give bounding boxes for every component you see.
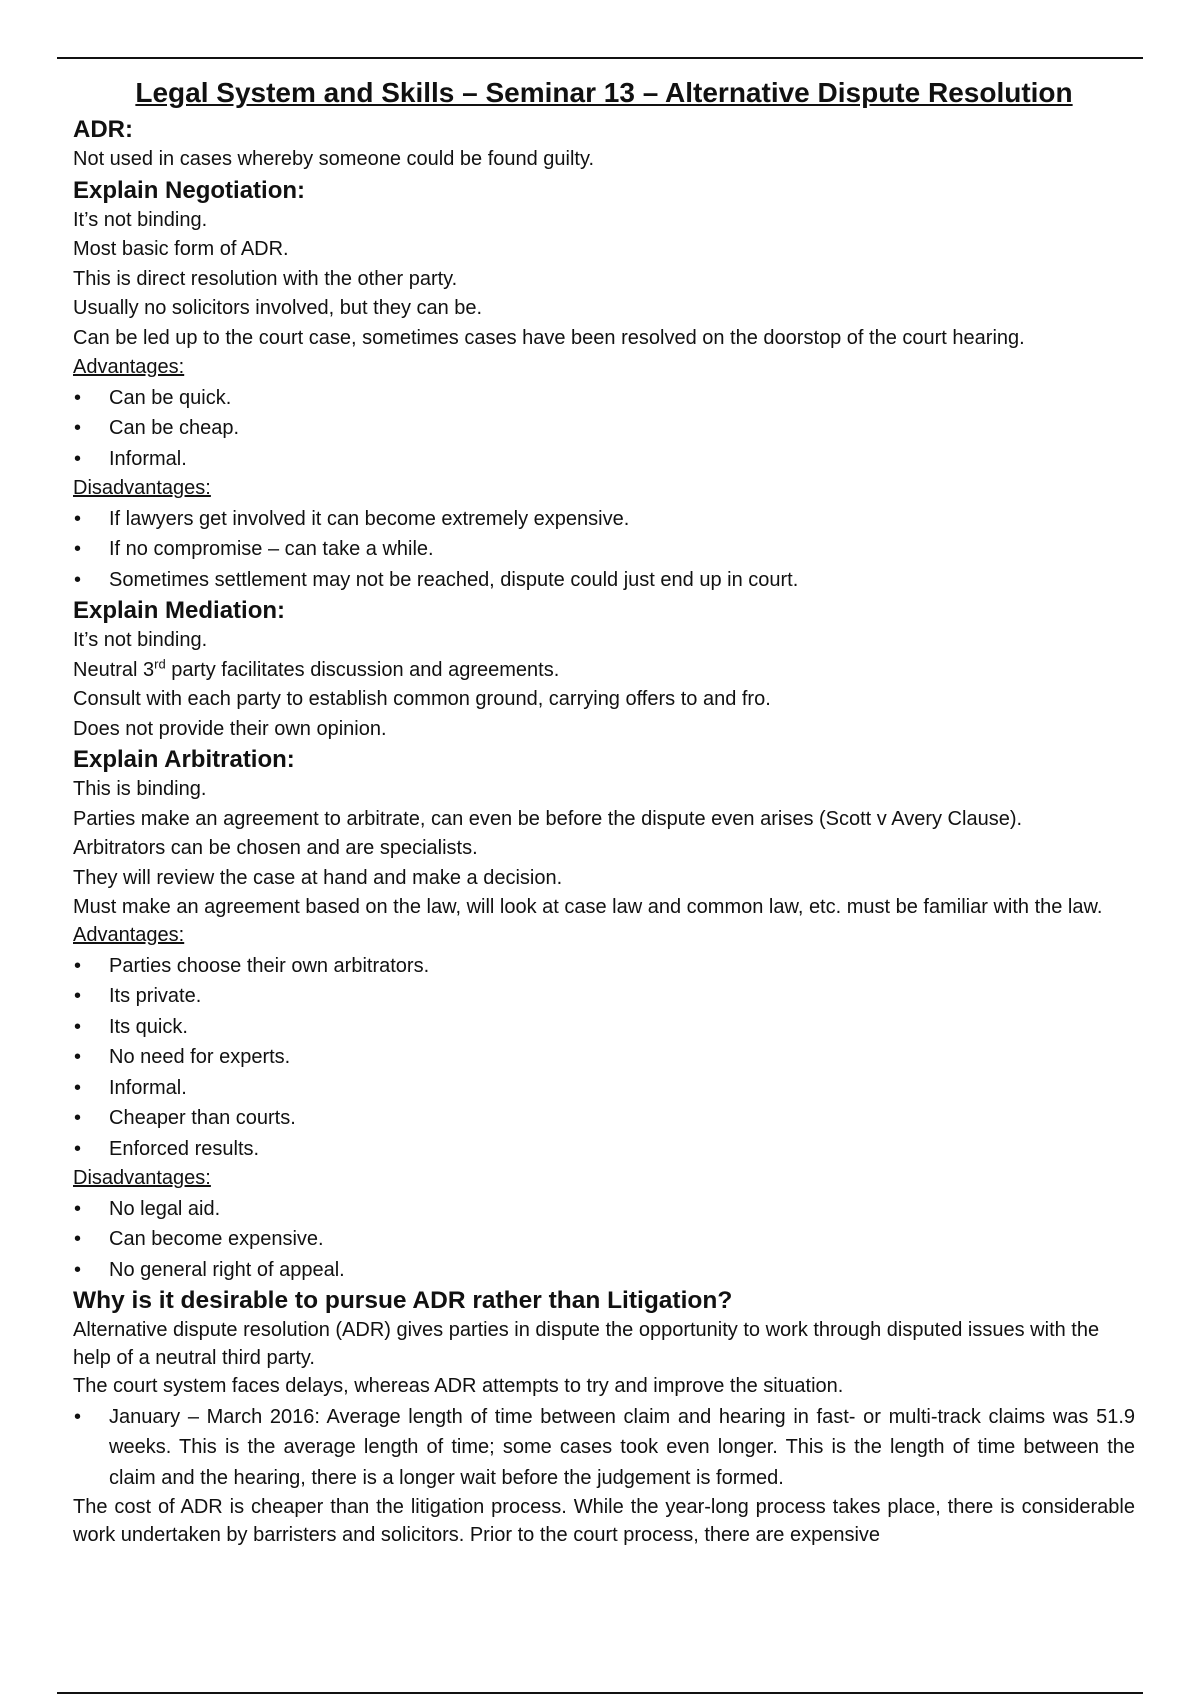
mediation-line: Consult with each party to establish common ground, carrying offers to and fro. bbox=[73, 688, 771, 710]
list-item: • Informal. bbox=[73, 1073, 1135, 1104]
list-item: • Can be cheap. bbox=[73, 413, 1135, 444]
arbitration-line: Parties make an agreement to arbitrate, can even be before the dispute even arises (Scott v Avery Clause). bbox=[73, 807, 1023, 830]
list-item: • Can become expensive. bbox=[73, 1224, 1135, 1255]
top-rule bbox=[57, 57, 1143, 59]
arbitration-disadvantages-list bbox=[73, 1194, 1135, 1286]
document-page bbox=[73, 76, 1135, 1549]
list-item: • Its private. bbox=[73, 981, 1135, 1012]
list-item: • Parties choose their own arbitrators. bbox=[73, 951, 1135, 982]
list-item: • Informal. bbox=[73, 444, 1135, 475]
list-item: • Cheaper than courts. bbox=[73, 1103, 1135, 1134]
mediation-line: Does not provide their own opinion. bbox=[73, 717, 387, 740]
ordinal-superscript: rd bbox=[154, 655, 166, 671]
negotiation-advantages-label: Advantages: bbox=[73, 356, 185, 378]
negotiation-line: Most basic form of ADR. bbox=[73, 238, 289, 260]
list-item: • If no compromise – can take a while. bbox=[73, 534, 1135, 565]
arbitration-line: They will review the case at hand and make a decision. bbox=[73, 866, 563, 889]
why-adr-paragraph: The court system faces delays, whereas ADR attempts to try and improve the situation. bbox=[73, 1375, 844, 1397]
document-title: Legal System and Skills – Seminar 13 – Alternative Dispute Resolution bbox=[135, 77, 1073, 108]
list-item: • No legal aid. bbox=[73, 1194, 1135, 1225]
list-item: • No need for experts. bbox=[73, 1042, 1135, 1073]
negotiation-advantages-list bbox=[73, 383, 1135, 475]
negotiation-heading: Explain Negotiation: bbox=[73, 176, 306, 204]
why-adr-paragraph: Alternative dispute resolution (ADR) gives parties in dispute the opportunity to work through disputed issues with the help of a neutral third party. bbox=[73, 1319, 1100, 1369]
mediation-line: It’s not binding. bbox=[73, 629, 208, 651]
arbitration-advantages-label: Advantages: bbox=[73, 924, 185, 946]
mediation-line bbox=[73, 656, 1135, 686]
mediation-heading: Explain Mediation: bbox=[73, 597, 286, 624]
why-adr-list bbox=[73, 1402, 1135, 1494]
mediation-line-text: party facilitates discussion and agreements. bbox=[165, 658, 560, 681]
negotiation-disadvantages-list bbox=[73, 504, 1135, 596]
mediation-line-text: Neutral 3 bbox=[73, 658, 155, 681]
why-adr-paragraph: The cost of ADR is cheaper than the litigation process. While the year-long process takes place, there is considerable work undertaken by barristers and solicitors. Prior to the court process, there are expensive bbox=[73, 1496, 1135, 1546]
arbitration-advantages-list bbox=[73, 951, 1135, 1165]
arbitration-disadvantages-label: Disadvantages: bbox=[73, 1167, 211, 1189]
why-adr-heading: Why is it desirable to pursue ADR rather than Litigation? bbox=[73, 1287, 733, 1314]
negotiation-line: Usually no solicitors involved, but they can be. bbox=[73, 297, 483, 319]
list-item: • January – March 2016: Average length of time between claim and hearing in fast- or multi-track claims was 51.9 weeks. This is the average length of time; some cases took even longer. This is the length of time between the claim and the hearing, there is a longer wait before the judgement is formed. bbox=[73, 1402, 1135, 1494]
negotiation-line: It’s not binding. bbox=[73, 208, 208, 231]
list-item: • If lawyers get involved it can become extremely expensive. bbox=[73, 504, 1135, 535]
arbitration-line: Arbitrators can be chosen and are specialists. bbox=[73, 837, 478, 859]
adr-line: Not used in cases whereby someone could be found guilty. bbox=[73, 148, 595, 170]
negotiation-line: Can be led up to the court case, sometimes cases have been resolved on the doorstop of the court hearing. bbox=[73, 326, 1025, 349]
arbitration-line: This is binding. bbox=[73, 778, 207, 800]
list-item: • Its quick. bbox=[73, 1012, 1135, 1043]
negotiation-disadvantages-label: Disadvantages: bbox=[73, 477, 211, 499]
list-item: • Enforced results. bbox=[73, 1134, 1135, 1165]
list-item: • No general right of appeal. bbox=[73, 1255, 1135, 1286]
arbitration-line: Must make an agreement based on the law, will look at case law and common law, etc. must be familiar with the law. bbox=[73, 896, 1103, 918]
list-item: • Sometimes settlement may not be reached, dispute could just end up in court. bbox=[73, 565, 1135, 596]
adr-heading: ADR: bbox=[73, 116, 133, 143]
list-item: • Can be quick. bbox=[73, 383, 1135, 414]
bottom-rule bbox=[57, 1692, 1143, 1694]
negotiation-line: This is direct resolution with the other party. bbox=[73, 267, 458, 290]
arbitration-heading: Explain Arbitration: bbox=[73, 746, 295, 773]
